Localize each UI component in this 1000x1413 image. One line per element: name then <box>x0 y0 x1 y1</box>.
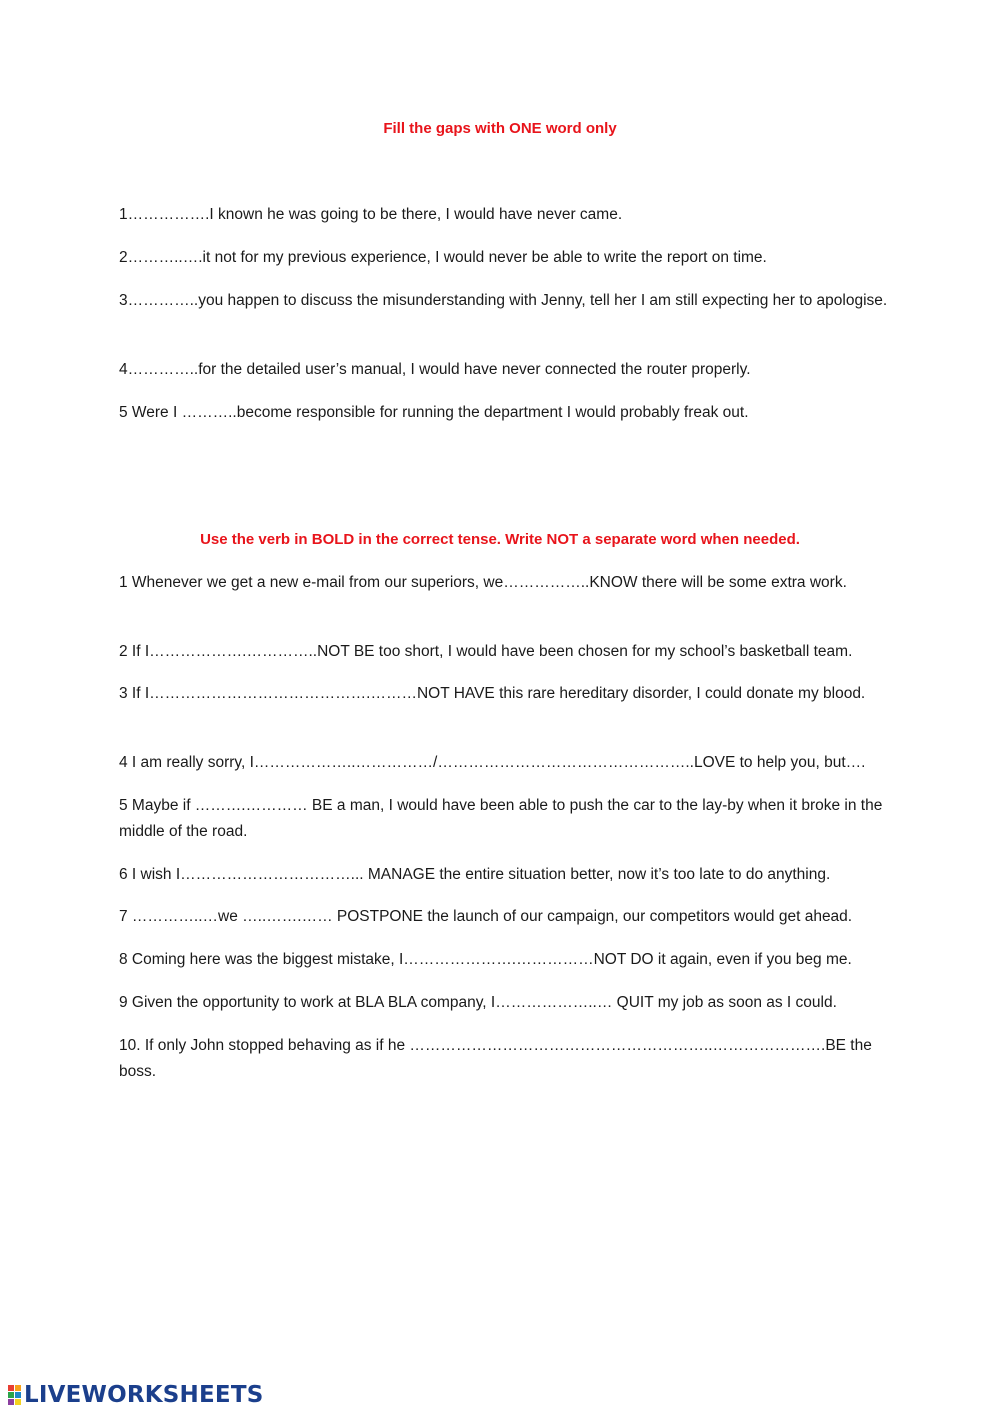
logo-block <box>8 1392 14 1398</box>
section2-item-9: 9 Given the opportunity to work at BLA BLA company, I………………..… QUIT my job as soon as I could. <box>119 994 837 1011</box>
section2-item-6: 6 I wish I……………………………... MANAGE the entire situation better, now it’s too late to do anything. <box>119 866 831 883</box>
section2-item-3: 3 If I…………………………………….………NOT HAVE this rare hereditary disorder, I could donate my blood. <box>119 685 866 702</box>
logo-text: LIVEWORKSHEETS <box>24 1382 264 1408</box>
section1-item-3: 3…………..you happen to discuss the misunderstanding with Jenny, tell her I am still expecting her to apologise. <box>119 292 888 309</box>
section1-title: Fill the gaps with ONE word only <box>383 120 617 137</box>
logo-block <box>15 1399 21 1405</box>
section1-item-5: 5 Were I ………..become responsible for running the department I would probably freak out. <box>119 404 749 421</box>
section2-title: Use the verb in BOLD in the correct tense. Write NOT a separate word when needed. <box>200 531 800 548</box>
logo-block <box>15 1392 21 1398</box>
liveworksheets-logo <box>8 1380 263 1410</box>
section2-item-2: 2 If I……………….…………..NOT BE too short, I would have been chosen for my school’s basketball team. <box>119 643 853 660</box>
logo-block <box>8 1385 14 1391</box>
section2-item-5: 5 Maybe if ……….………… BE a man, I would have been able to push the car to the lay-by when it broke in the middle of the road. <box>119 797 883 840</box>
section1-item-1: 1…………….I known he was going to be there, I would have never came. <box>119 206 623 223</box>
section1-item-4: 4…………..for the detailed user’s manual, I would have never connected the router properly. <box>119 361 751 378</box>
logo-block <box>8 1399 14 1405</box>
section2-item-4: 4 I am really sorry, I………………..……………/…………………………………………..LOVE to help you, but…. <box>119 754 866 771</box>
section2-item-7: 7 …………..…we …..…….…… POSTPONE the launch of our campaign, our competitors would get ahead. <box>119 908 853 925</box>
section2-item-10: 10. If only John stopped behaving as if he …………………………………………………..………………….BE the boss. <box>119 1037 872 1080</box>
logo-blocks-icon <box>8 1385 21 1405</box>
section2-item-1: 1 Whenever we get a new e-mail from our superiors, we……………..KNOW there will be some extra work. <box>119 574 847 591</box>
logo-block <box>15 1385 21 1391</box>
section2-item-8: 8 Coming here was the biggest mistake, I………………….……………NOT DO it again, even if you beg me. <box>119 951 852 968</box>
section1-item-2: 2………..….it not for my previous experience, I would never be able to write the report on time. <box>119 249 767 266</box>
